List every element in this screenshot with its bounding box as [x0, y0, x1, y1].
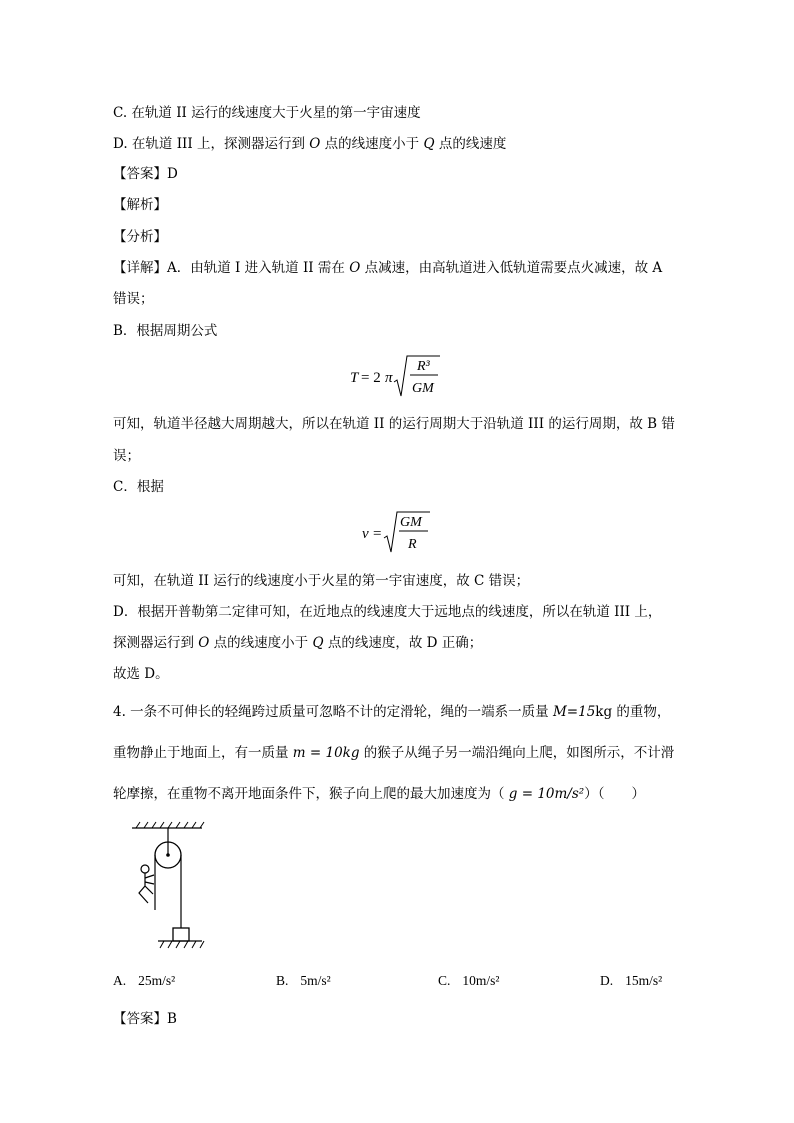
option-letter: C.: [438, 973, 451, 988]
formula-numerator: R³: [417, 359, 430, 374]
b-intro: B．根据周期公式: [113, 323, 218, 339]
q4-line-2: [113, 744, 674, 762]
choose-line: 故选 D。: [113, 666, 169, 682]
formula-denominator: R: [408, 537, 417, 552]
formula-eq: =: [373, 526, 382, 542]
option-value: 10m/s²: [462, 973, 500, 988]
text-part: 点的线速度: [434, 136, 507, 152]
c-intro: C．根据: [113, 479, 164, 495]
answer-value: B: [167, 1011, 177, 1027]
monkey-icon: [139, 865, 154, 903]
option-value: 15m/s²: [625, 973, 663, 988]
q4-line-3: [113, 785, 645, 803]
text-part: 点的线速度，故 D 正确；: [323, 635, 483, 651]
pulley-figure: [128, 818, 208, 954]
mass-m: m = 10kg: [292, 745, 360, 761]
text-part: 重物静止于地面上，有一质量: [113, 745, 293, 761]
option-c: [438, 973, 499, 989]
d-line-1: D．根据开普勒第二定律可知，在近地点的线速度大于远地点的线速度，所以在轨道 III 上，: [113, 604, 662, 620]
option-a: [113, 973, 175, 989]
point-o: O: [349, 260, 361, 276]
point-q: Q: [312, 635, 324, 651]
text-part: 4. 一条不可伸长的轻绳跨过质量可忽略不计的定滑轮，绳的一端系一质量: [113, 704, 553, 720]
answer-tag: 【答案】: [113, 166, 167, 182]
answer-2: [113, 1010, 177, 1028]
q4-line-1: [113, 703, 670, 721]
text-part: D. 在轨道 III 上，探测器运行到: [113, 136, 310, 152]
analysis-heading: 【解析】: [113, 197, 167, 213]
option-d: [600, 973, 662, 989]
ceiling-hatch: [132, 822, 204, 828]
formula-lhs: T: [350, 370, 359, 386]
option-c-text: C. 在轨道 II 运行的线速度大于火星的第一宇宙速度: [113, 105, 421, 121]
formula-eq: = 2: [361, 370, 381, 386]
c-result-line: 可知，在轨道 II 运行的线速度小于火星的第一宇宙速度，故 C 错误；: [113, 573, 530, 589]
gravity-value: g = 10m/s²: [508, 786, 585, 802]
text-part: 探测器运行到: [113, 635, 199, 651]
answer-1: [113, 165, 178, 183]
option-letter: A.: [113, 973, 127, 988]
formula-denominator: GM: [412, 381, 434, 396]
answer-tag: 【答案】: [113, 1011, 167, 1027]
text-part: 【详解】A．由轨道 I 进入轨道 II 需在: [113, 260, 350, 276]
detail-a-line-2: 错误；: [113, 291, 154, 307]
point-o: O: [198, 635, 210, 651]
formula-lhs: v: [362, 526, 369, 542]
pulley-axle: [166, 853, 170, 857]
weight-block: [173, 928, 189, 941]
b-result-line: 可知，轨道半径越大周期越大，所以在轨道 II 的运行周期大于沿轨道 III 的运行周期，故 B 错: [113, 416, 675, 432]
text-part: ）（ ）: [584, 786, 645, 802]
b-result-line-2: 误；: [113, 448, 140, 464]
velocity-formula: [362, 508, 442, 561]
formula-numerator: GM: [400, 515, 422, 530]
text-part: 的重物，: [612, 704, 671, 720]
detail-a-line: [113, 259, 662, 277]
point-o: O: [309, 136, 321, 152]
text-part: 点减速，由高轨道进入低轨道需要点火减速，故 A: [360, 260, 663, 276]
option-d-text: [113, 135, 506, 153]
option-value: 5m/s²: [300, 973, 331, 988]
text-part: 点的线速度小于: [209, 635, 313, 651]
option-value: 25m/s²: [138, 973, 176, 988]
option-letter: D.: [600, 973, 614, 988]
mass-M: M=15: [552, 704, 596, 720]
option-letter: B.: [276, 973, 289, 988]
text-part: 点的线速度小于: [320, 136, 424, 152]
option-b: [276, 973, 331, 989]
ground-hatch: [158, 941, 204, 948]
text-part: 轮摩擦，在重物不离开地面条件下，猴子向上爬的最大加速度为（: [113, 786, 509, 802]
text-part: 的猴子从绳子另一端沿绳向上爬，如图所示，不计滑: [359, 745, 675, 761]
unit-kg: kg: [595, 704, 613, 720]
d-line-2: [113, 634, 482, 652]
point-q: Q: [423, 136, 435, 152]
formula-pi: π: [385, 370, 393, 386]
answer-value: D: [167, 166, 178, 182]
fenxi-heading: 【分析】: [113, 229, 167, 245]
period-formula: [350, 352, 450, 405]
